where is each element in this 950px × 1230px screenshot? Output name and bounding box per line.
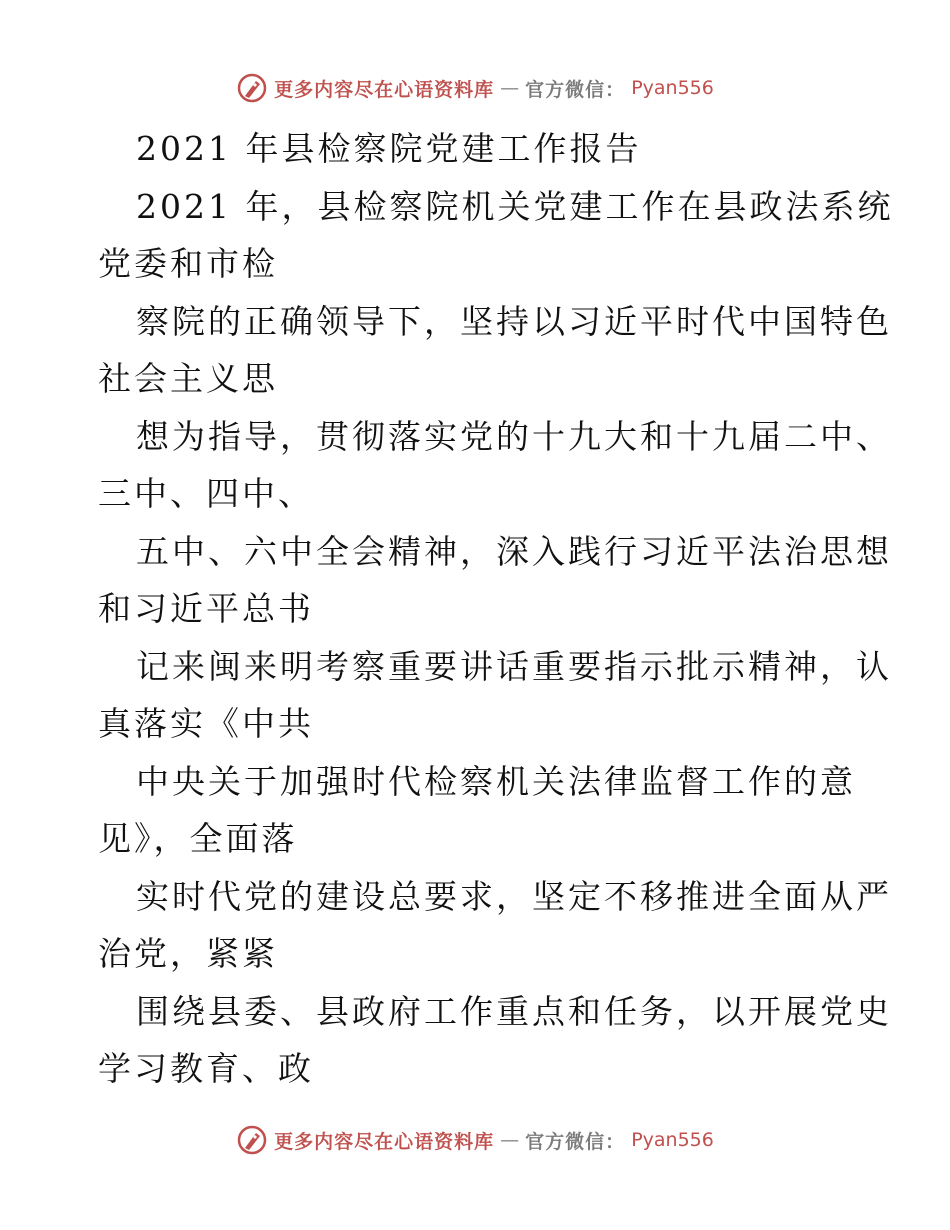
watermark-separator: — [500,1129,520,1151]
document-title: 2021 年县检察院党建工作报告 [136,129,642,168]
paragraph-line: 三中、四中、 [98,474,314,513]
pen-nib-circle-icon [236,1124,268,1156]
paragraph-line: 察院的正确领导下，坚持以习近平时代中国特色 [136,301,892,341]
document-body [98,120,894,1098]
header-watermark [0,72,950,104]
paragraph-line: 实时代党的建设总要求，坚定不移推进全面从严 [136,876,892,916]
paragraph-line: 2021 年，县检察院机关党建工作在县政法系统 [136,186,894,226]
watermark-wechat-id: Pyan556 [631,77,714,99]
watermark-official-label: 官方微信： [525,1130,626,1153]
watermark-separator: — [500,77,520,99]
watermark-official-label: 官方微信： [525,78,626,101]
paragraph-line: 社会主义思 [98,359,278,398]
paragraph-line: 和习近平总书 [98,589,314,628]
paragraph-line: 五中、六中全会精神，深入践行习近平法治思想 [136,531,892,571]
watermark-text: 更多内容尽在心语资料库 [274,78,495,101]
paragraph-line: 党委和市检 [98,244,278,283]
watermark-text: 更多内容尽在心语资料库 [274,1130,495,1153]
paragraph-line: 记来闽来明考察重要讲话重要指示批示精神，认 [136,646,892,686]
paragraph-line: 真落实《中共 [98,704,314,743]
paragraph-line: 见》，全面落 [98,819,298,858]
paragraph-line: 中央关于加强时代检察机关法律监督工作的意 [136,761,856,801]
paragraph-line: 想为指导，贯彻落实党的十九大和十九届二中、 [136,416,892,456]
paragraph-line: 围绕县委、县政府工作重点和任务，以开展党史 [136,991,892,1031]
watermark-wechat-id: Pyan556 [631,1129,714,1151]
paragraph-line: 治党，紧紧 [98,934,278,973]
paragraph-line: 学习教育、政 [98,1049,314,1088]
footer-watermark [0,1124,950,1156]
pen-nib-circle-icon [236,72,268,104]
